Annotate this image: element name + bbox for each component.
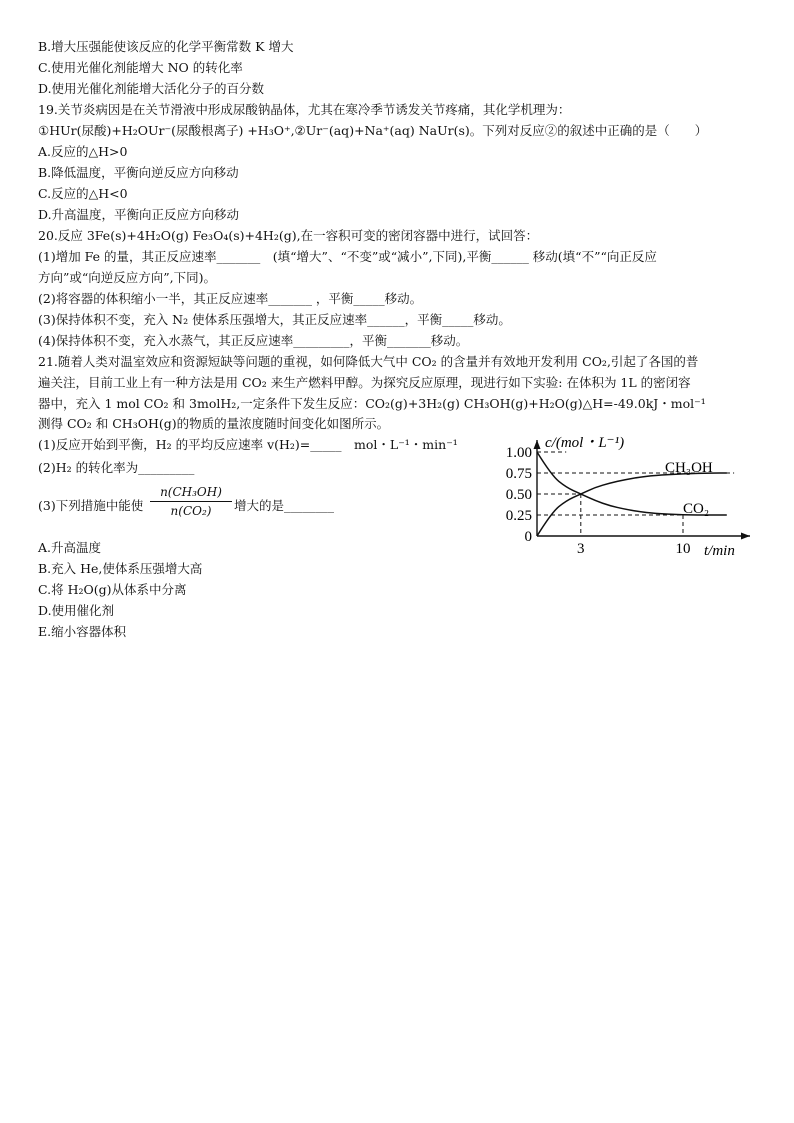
x-axis-arrow <box>741 533 750 540</box>
co2-curve <box>537 452 727 515</box>
fraction-numerator: n(CH₃OH) <box>160 485 222 499</box>
choice-e: E.缩小容器体积 <box>38 624 127 639</box>
y-axis-arrow <box>534 440 541 449</box>
ratio-fraction <box>150 484 232 519</box>
choice-a: A.升高温度 <box>38 540 102 555</box>
option-b: B.降低温度，平衡向逆反应方向移动 <box>38 165 239 180</box>
choice-b: B.充入 He,使体系压强增大高 <box>38 561 203 576</box>
y-tick-label: 0 <box>524 529 532 545</box>
x-tick-label: 10 <box>675 541 691 557</box>
fraction-denominator: n(CO₂) <box>170 504 212 518</box>
question-20-part-1: (1)增加 Fe 的量，其正反应速率_______ (填“增大”、“不变”或“减小”,下同),平衡______ 移动(填“不”“向正反应 <box>38 249 657 264</box>
question-20-part-4: (4)保持体积不变，充入水蒸气，其正反应速率_________，平衡_______移动。 <box>38 333 469 348</box>
co2-label: CO₂ <box>683 501 710 517</box>
question-19-mechanism: ①HUr(尿酸)+H₂OUr⁻(尿酸根离子) +H₃O⁺,②Ur⁻(aq)+Na⁺(aq) NaUr(s)。下列对反应②的叙述中正确的是（ ） <box>38 123 708 138</box>
choice-c: C.将 H₂O(g)从体系中分离 <box>38 582 187 597</box>
question-20-part-2: (2)将容器的体积缩小一半，其正反应速率_______ ，平衡_____移动。 <box>38 291 423 306</box>
question-21-stem: 21.随着人类对温室效应和资源短缺等问题的重视，如何降低大气中 CO₂ 的含量并有效地开发利用 CO₂,引起了各国的普 <box>38 354 699 369</box>
text-line: D.使用光催化剂能增大活化分子的百分数 <box>38 81 265 96</box>
fraction-bar <box>150 501 232 502</box>
question-21-stem-3: 器中，充入 1 mol CO₂ 和 3molH₂,一定条件下发生反应：CO₂(g)+3H₂(g) CH₃OH(g)+H₂O(g)△H=-49.0kJ・mol⁻¹ <box>38 396 706 411</box>
question-20-stem: 20.反应 3Fe(s)+4H₂O(g) Fe₃O₄(s)+4H₂(g),在一容积可变的密闭容器中进行，试回答： <box>38 228 539 243</box>
question-21-part-2: (2)H₂ 的转化率为_________ <box>38 460 195 475</box>
question-19-stem: 19.关节炎病因是在关节滑液中形成尿酸钠晶体，尤其在寒冷季节诱发关节疼痛，其化学机理为： <box>38 102 571 117</box>
text-line: B.增大压强能使该反应的化学平衡常数 K 增大 <box>38 39 294 54</box>
text-line: C.使用光催化剂能增大 NO 的转化率 <box>38 60 243 75</box>
question-21-part-3-prefix: (3)下列措施中能使 <box>38 498 144 513</box>
option-a: A.反应的△H>0 <box>38 144 128 159</box>
y-tick-label: 1.00 <box>505 445 532 461</box>
x-tick-label: 3 <box>577 541 585 557</box>
x-axis-label: t/min <box>704 543 735 559</box>
question-21-part-3-suffix: 增大的是________ <box>234 498 335 513</box>
question-21-part-1: (1)反应开始到平衡，H₂ 的平均反应速率 v(H₂)=_____ mol・L⁻¹・min⁻¹ <box>38 437 458 452</box>
question-21-stem-4: 测得 CO₂ 和 CH₃OH(g)的物质的量浓度随时间变化如图所示。 <box>38 416 390 431</box>
option-c: C.反应的△H<0 <box>38 186 128 201</box>
ch3oh-label: CH₃OH <box>665 460 713 476</box>
y-tick-label: 0.50 <box>505 487 532 503</box>
question-20-part-1-cont: 方向”或“向逆反应方向”,下同)。 <box>38 270 217 285</box>
question-21-stem-2: 遍关注，目前工业上有一种方法是用 CO₂ 来生产燃料甲醇。为探究反应原理，现进行如下实验: 在体积为 1L 的密闭容 <box>38 375 691 390</box>
question-20-part-3: (3)保持体积不变，充入 N₂ 使体系压强增大，其正反应速率______，平衡_____移动。 <box>38 312 511 327</box>
ch3oh-curve <box>537 473 727 536</box>
y-axis-label: c/(mol・L⁻¹) <box>545 435 625 451</box>
y-tick-label: 0.25 <box>505 508 532 524</box>
choice-d: D.使用催化剂 <box>38 603 115 618</box>
y-tick-label: 0.75 <box>505 466 532 482</box>
option-d: D.升高温度，平衡向正反应方向移动 <box>38 207 240 222</box>
